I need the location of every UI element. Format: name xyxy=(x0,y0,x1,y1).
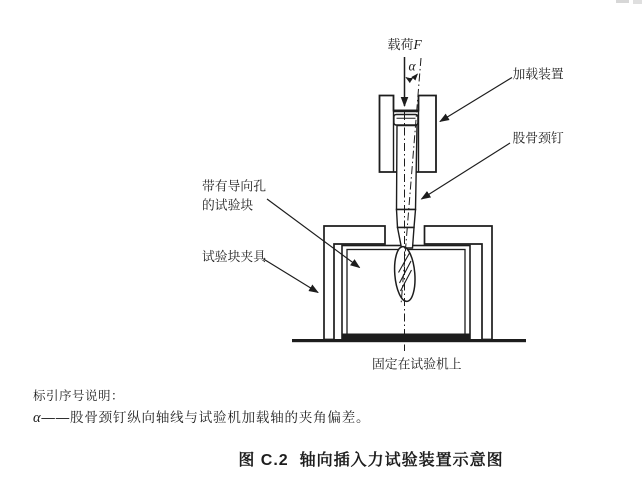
scan-artifact xyxy=(616,0,629,3)
test-block-label-line2: 的试验块 xyxy=(202,197,254,213)
femoral-neck-nail-label: 股骨颈钉 xyxy=(512,130,564,146)
nail-shaft xyxy=(397,126,418,210)
nail-head xyxy=(394,115,418,126)
fixture-right-jaw xyxy=(425,226,493,340)
leader-test-block xyxy=(267,199,360,268)
key-alpha-text: ——股骨颈钉纵向轴线与试验机加载轴的夹角偏差。 xyxy=(41,410,371,425)
key-alpha-symbol: α xyxy=(33,410,42,426)
leader-loading-device xyxy=(440,78,512,122)
loading-device-label: 加载装置 xyxy=(512,66,564,82)
load-label: 载荷F xyxy=(387,37,422,52)
figure-caption xyxy=(238,447,503,470)
nail-neck-section xyxy=(397,210,416,228)
scan-artifact xyxy=(633,0,642,4)
leader-lines xyxy=(264,78,513,293)
key-alpha-note xyxy=(33,406,370,427)
key-heading: 标引序号说明： xyxy=(33,389,125,403)
leader-femoral-neck-nail xyxy=(422,143,511,199)
figure-number: 图 C.2 xyxy=(238,452,289,469)
figure-title: 轴向插入力试验装置示意图 xyxy=(299,452,504,469)
alpha-symbol-label: α xyxy=(408,58,416,74)
fixture-label: 试验块夹具 xyxy=(202,249,266,264)
test-block-bottom-band xyxy=(343,334,470,340)
leader-fixture xyxy=(264,259,319,293)
angle-alpha-arc xyxy=(406,74,418,79)
machine-base-line xyxy=(292,339,526,342)
fixture-left-jaw xyxy=(324,226,385,340)
test-block-label-line1: 带有导向孔 xyxy=(202,178,266,194)
fixed-on-machine-label: 固定在试验机上 xyxy=(372,356,462,372)
